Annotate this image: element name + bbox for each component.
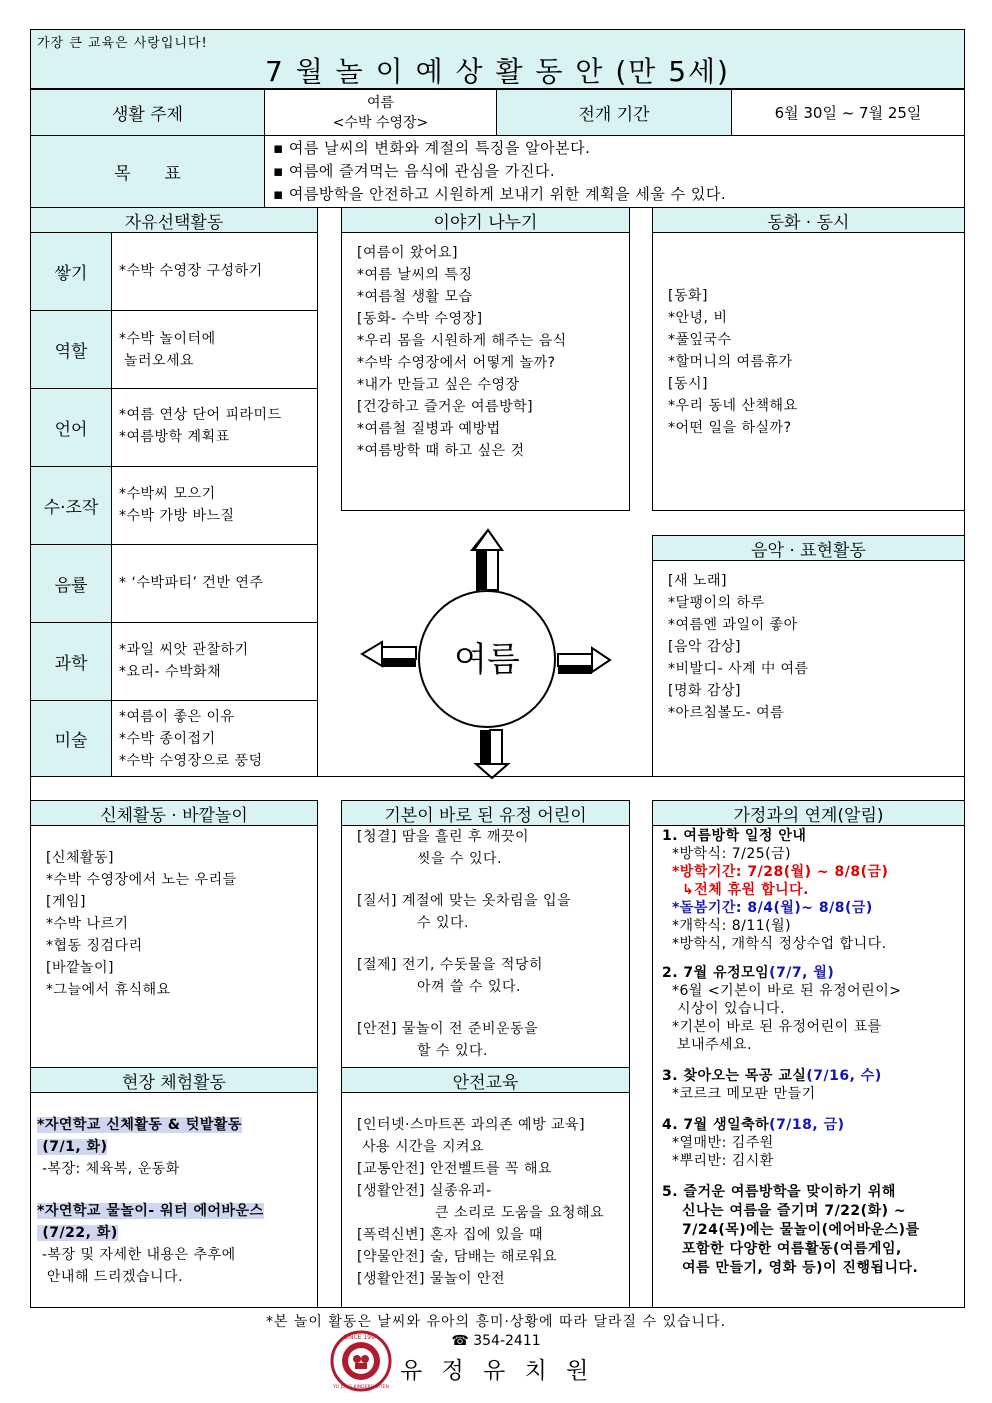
basic-tag: [절제] [357,957,397,973]
safety-tag: [교통안전] [357,1161,426,1177]
area-line: *수박 수영장으로 풍덩 [119,753,263,769]
fairy-line: *우리 동네 산책해요 [668,398,798,414]
fairy-line: [동시] [668,376,708,392]
basic-tag: [질서] [357,893,397,909]
area-label: 수·조작 [30,466,112,545]
basics-header: 기본이 바로 된 유정 어린이 [341,800,630,826]
notice-line: *기본이 바로 된 유정어린이 표를 [672,1019,882,1035]
school-seal-icon [330,1330,392,1392]
basic-text: 물놀이 전 준비운동을 [401,1021,539,1037]
topic-line1: 여름 [366,95,395,111]
field-item-name: *자연학교 신체활동 & 텃밭활동 [37,1117,242,1133]
arrow-right-icon [558,648,610,674]
notice-title: 2. 7월 유정모임 [662,965,770,981]
basic-text: 씻을 수 있다. [417,851,502,867]
topic-label: 생활 주제 [30,89,265,136]
physical-line: *수박 수영장에서 노는 우리들 [46,872,237,888]
safety-text: 안전벨트를 꼭 해요 [429,1161,553,1177]
goal-item: ▪ 여름에 즐겨먹는 음식에 관심을 가진다. [273,162,556,180]
area-content [111,700,318,777]
topic-value [264,89,497,136]
story-line: *여름방학 때 하고 싶은 것 [357,443,525,459]
basics-box [341,825,630,1068]
basic-text: 전기, 수돗물을 적당히 [401,957,544,973]
physical-line: *그늘에서 휴식해요 [46,982,171,998]
notice-line: *열매반: 김주원 [672,1135,774,1151]
area-content [111,388,318,467]
basic-text: 계절에 맞는 옷차림을 입을 [401,893,572,909]
basic-tag: [청결] [357,829,397,845]
area-line: *수박씨 모으기 [119,486,216,502]
divider [30,776,965,777]
footer-note: *본 놀이 활동은 날씨와 유아의 흥미·상황에 따라 달라질 수 있습니다. [265,1314,727,1330]
area-line: *요리- 수박화채 [119,664,222,680]
story-line: [여름이 왔어요] [357,245,459,261]
music-header: 음악 · 표현활동 [652,535,965,561]
goal-item: ▪ 여름 날씨의 변화와 계절의 특징을 알아본다. [273,139,591,157]
basic-text: 땀을 흘린 후 깨끗이 [401,829,529,845]
fairy-line: *안녕, 비 [668,310,728,326]
area-label: 역할 [30,310,112,389]
story-line: *여름 날씨의 특징 [357,267,473,283]
area-line: *수박 가방 바느질 [119,508,235,524]
center-diagram [340,520,640,788]
notice-date: (7/16, 수) [806,1068,882,1084]
field-item-name: *자연학교 물놀이- 워터 에어바운스 [37,1203,264,1219]
area-label: 과학 [30,622,112,701]
area-label: 쌓기 [30,232,112,311]
notice-line: *개학식: 8/11(월) [672,918,792,934]
story-box [341,232,630,511]
area-content [111,544,318,623]
story-header: 이야기 나누기 [341,207,630,233]
basic-item [357,826,629,870]
music-line: *여름엔 과일이 좋아 [668,617,798,633]
story-line: *우리 몸을 시원하게 해주는 음식 [357,333,567,349]
arrow-left-icon [362,642,416,667]
arrow-down-icon [476,730,508,778]
physical-box [30,825,318,1068]
notice-line: 5. 즐거운 여름방학을 맞이하기 위해 [662,1184,896,1200]
area-line: 놀러오세요 [119,353,195,369]
notice-line: ↳전체 휴원 합니다. [682,882,809,898]
physical-header: 신체활동 · 바깥놀이 [30,800,318,826]
safety-tag: [약물안전] [357,1249,426,1265]
notice-line: *뿌리반: 김시환 [672,1153,774,1169]
field-item-note: -복장 및 자세한 내용은 추후에 [37,1247,236,1263]
title-block [30,29,965,89]
period-value: 6월 30일 ~ 7월 25일 [731,89,965,136]
fairy-header: 동화 · 동시 [652,207,965,233]
safety-box [341,1092,630,1308]
topic-line2: <수박 수영장> [332,115,429,131]
safety-tag: [폭력신변] [357,1227,426,1243]
arrow-up-icon [472,530,502,594]
fairy-line: [동화] [668,288,708,304]
area-content [111,310,318,389]
basic-tag: [안전] [357,1021,397,1037]
safety-text: 혼자 집에 있을 때 [429,1227,544,1243]
field-header: 현장 체험활동 [30,1067,318,1093]
free-choice-header: 자유선택활동 [30,207,318,233]
notice-line: *돌봄기간: 8/4(월)~ 8/8(금) [672,900,873,916]
field-box [30,1092,318,1308]
footer-phone: ☎ 354-2411 [451,1333,541,1349]
safety-tag: [생활안전] [357,1183,426,1199]
field-item-note: 안내해 드리겠습니다. [37,1269,184,1285]
period-label: 전개 기간 [496,89,732,136]
music-box [652,560,965,777]
notice-line: *6월 <기본이 바로 된 유정어린이> [672,983,902,999]
field-item-note: -복장: 체육복, 운동화 [37,1161,180,1177]
fairy-line: *할머니의 여름휴가 [668,354,793,370]
area-content [111,232,318,311]
area-label: 미술 [30,700,112,777]
area-line: *여름이 좋은 이유 [119,709,235,725]
area-line: *여름방학 계획표 [119,429,230,445]
music-line: [명화 감상] [668,683,741,699]
notice-date: (7/18, 금) [769,1117,845,1133]
notice-line: *방학식, 개학식 정상수업 합니다. [672,936,887,952]
notice-line: 시상이 있습니다. [672,1001,786,1017]
safety-text: 물놀이 안전 [429,1271,506,1287]
physical-line: [신체활동] [46,850,115,866]
seal-since: SINCE 1994 [343,1334,379,1341]
school-name: 유 정 유 치 원 [400,1358,595,1384]
goals-label: 목 표 [30,135,265,208]
area-label: 음률 [30,544,112,623]
area-line: * ‘수박파티’ 건반 연주 [119,575,264,591]
basic-text: 수 있다. [417,915,469,931]
notice-line: 7/24(목)에는 물놀이(에어바운스)를 [682,1222,920,1238]
music-line: *달팽이의 하루 [668,595,765,611]
goal-item: ▪ 여름방학을 안전하고 시원하게 보내기 위한 계획을 세울 수 있다. [273,185,727,203]
area-line: *여름 연상 단어 피라미드 [119,407,282,423]
field-item-date: (7/1, 화) [37,1139,108,1155]
basic-text: 아껴 쓸 수 있다. [417,979,521,995]
notice-date: (7/7, 월) [769,965,835,981]
safety-text: 술, 담배는 해로워요 [429,1249,558,1265]
story-line: *수박 수영장에서 어떻게 놀까? [357,355,556,371]
area-line: *수박 수영장 구성하기 [119,263,263,279]
home-box [652,825,965,1308]
basic-item [357,954,629,998]
music-line: [음악 감상] [668,639,741,655]
center-word: 여름 [454,640,520,680]
fairy-box [652,232,965,511]
safety-header: 안전교육 [341,1067,630,1093]
story-line: *내가 만들고 싶은 수영장 [357,377,520,393]
safety-text: 큰 소리로 도움을 요청해요 [435,1205,605,1221]
basic-text: 할 수 있다. [417,1043,488,1059]
basic-item [357,1018,629,1062]
field-item-date: (7/22, 화) [37,1225,118,1241]
notice-title: 3. 찾아오는 목공 교실 [662,1068,807,1084]
physical-line: *협동 징검다리 [46,938,143,954]
notice-line: 신나는 여름을 즐기며 7/22(화) ~ [682,1203,907,1219]
home-header: 가정과의 연계(알림) [652,800,965,826]
area-line: *과일 씨앗 관찰하기 [119,642,249,658]
seal-name: YU JUNG KINDERGARTEN [333,1385,389,1390]
music-line: *아르침볼도- 여름 [668,705,785,721]
safety-text: 실종유괴- [429,1183,492,1199]
notice-title: 4. 7월 생일축하 [662,1117,770,1133]
goals-list [264,135,965,208]
safety-tag: [인터넷·스마트폰 과의존 예방 교육] [357,1117,586,1133]
notice-line: 여름 만들기, 영화 등)이 진행됩니다. [682,1260,919,1276]
notice-line: *코르크 메모판 만들기 [672,1086,816,1102]
physical-line: [바깥놀이] [46,960,115,976]
basic-item [357,890,629,934]
fairy-line: *어떤 일을 하실까? [668,420,792,436]
physical-line: [게임] [46,894,86,910]
music-line: *비발디- 사계 中 여름 [668,661,809,677]
safety-tag: 사용 시간을 지켜요 [357,1139,485,1155]
area-line: *수박 놀이터에 [119,331,216,347]
music-line: [새 노래] [668,573,727,589]
story-line: *여름철 생활 모습 [357,289,473,305]
story-line: [건강하고 즐거운 여름방학] [357,399,534,415]
physical-line: *수박 나르기 [46,916,129,932]
notice-line: 보내주세요. [672,1037,753,1053]
area-content [111,466,318,545]
area-line: *수박 종이접기 [119,731,216,747]
motto: 가장 큰 교육은 사랑입니다! [37,36,208,51]
notice-line: *방학기간: 7/28(월) ~ 8/8(금) [672,864,889,880]
notice-line: 포함한 다양한 여름활동(여름게임, [682,1241,902,1257]
safety-tag: [생활안전] [357,1271,426,1287]
area-label: 언어 [30,388,112,467]
story-line: *여름철 질병과 예방법 [357,421,501,437]
story-line: [동화- 수박 수영장] [357,311,483,327]
notice-title: 1. 여름방학 일정 안내 [662,828,807,844]
notice-line: *방학식: 7/25(금) [672,846,792,862]
page-title: 7 월 놀 이 예 상 활 동 안 (만 5세) [265,55,730,88]
area-content [111,622,318,701]
fairy-line: *풀잎국수 [668,332,732,348]
